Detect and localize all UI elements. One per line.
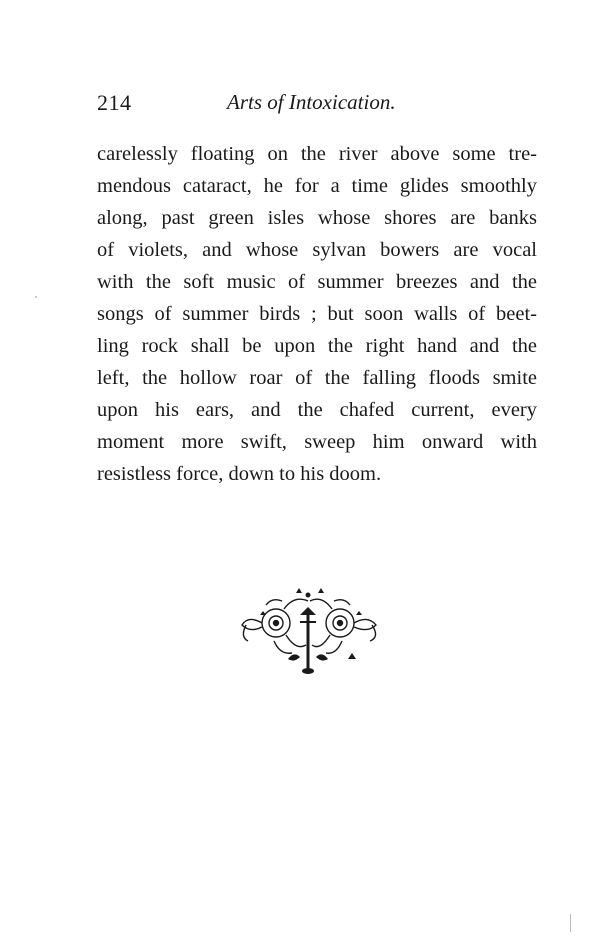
text-line: resistless force, down to his doom. xyxy=(97,463,382,485)
text-line: songs of summer birds ; but soon walls of beet- xyxy=(97,303,537,325)
text-line: with the soft music of summer breezes and the xyxy=(97,271,537,293)
text-line: mendous cataract, he for a time glides smoothly xyxy=(97,175,537,197)
body-paragraph xyxy=(97,138,537,490)
text-line: along, past green isles whose shores are banks xyxy=(97,207,537,229)
text-line: of violets, and whose sylvan bowers are vocal xyxy=(97,239,537,261)
running-title: Arts of Intoxication. xyxy=(227,90,396,114)
page-speck xyxy=(570,914,571,932)
text-line: upon his ears, and the chafed current, every xyxy=(97,399,537,421)
page-number: 214 xyxy=(97,90,132,115)
text-line: carelessly floating on the river above some tre- xyxy=(97,143,537,165)
text-line: ling rock shall be upon the right hand and the xyxy=(97,335,537,357)
page-header xyxy=(97,90,537,120)
page-speck xyxy=(35,296,37,298)
text-line: left, the hollow roar of the falling floods smite xyxy=(97,367,537,389)
floral-tailpiece-icon xyxy=(236,585,386,675)
text-line: moment more swift, sweep him onward with xyxy=(97,431,537,453)
